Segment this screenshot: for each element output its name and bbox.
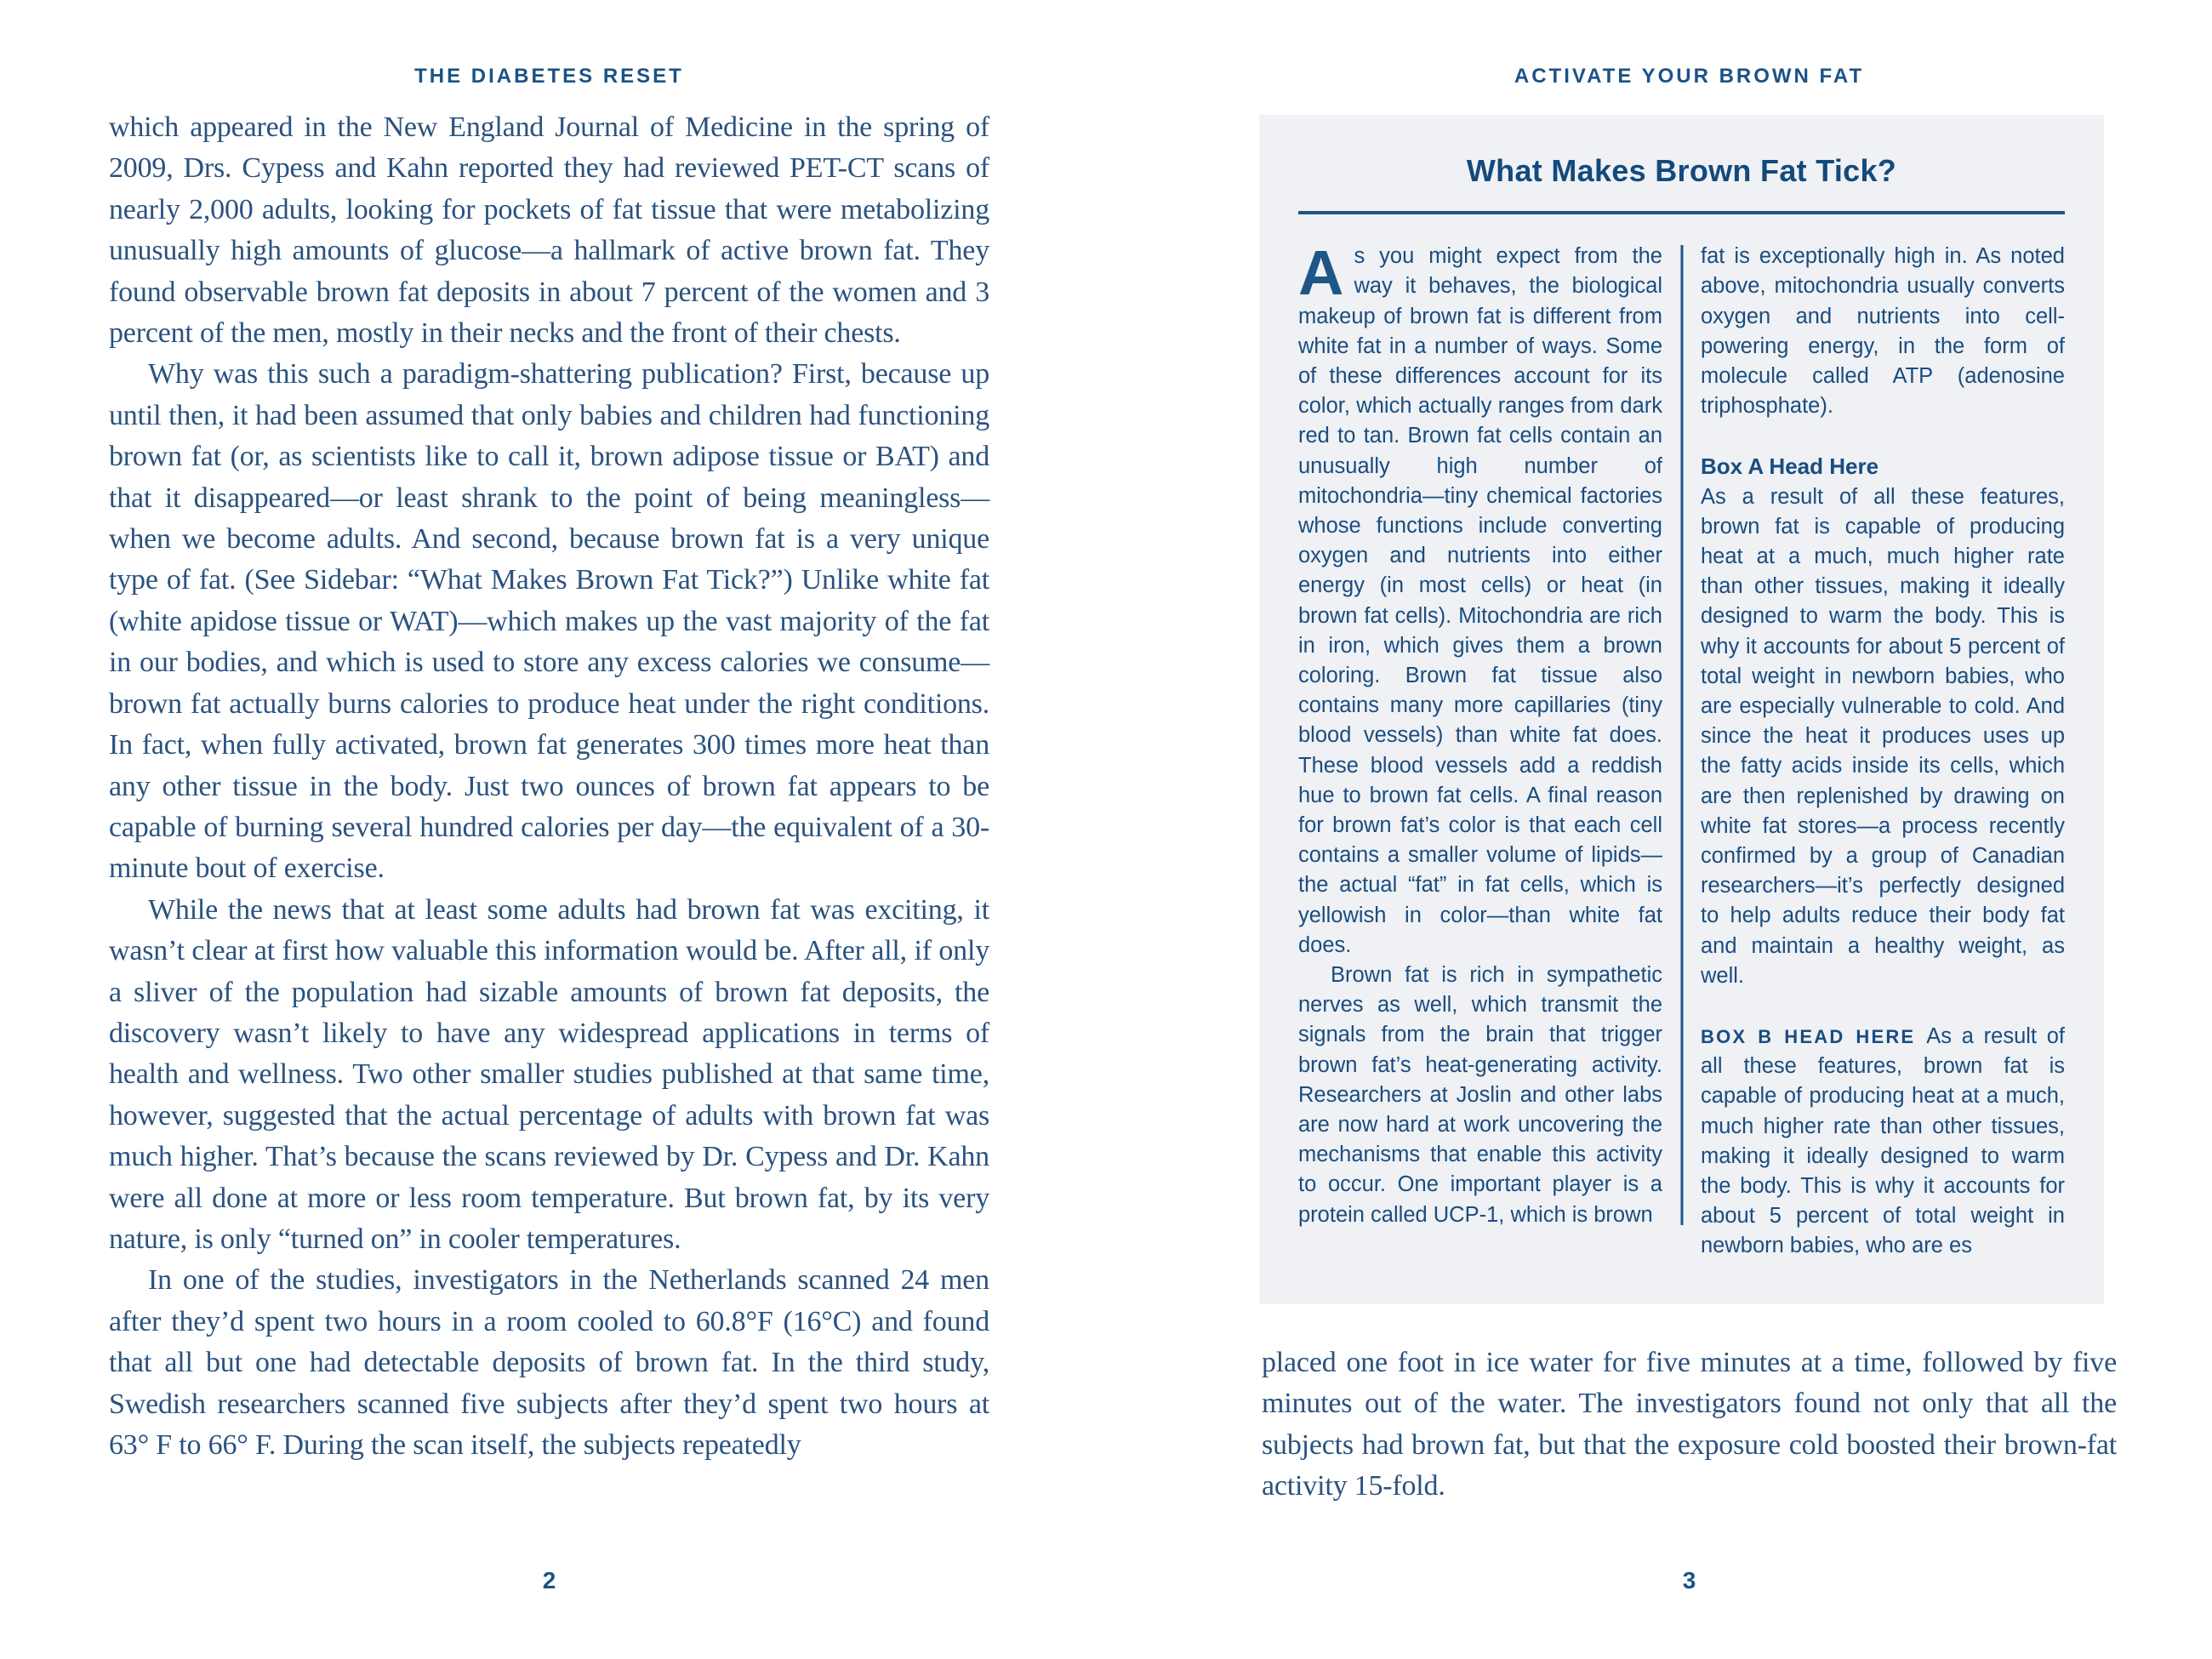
- sidebar-box: [1259, 115, 2104, 1304]
- sidebar-paragraph: BOX B HEAD HERE As a result of all these features, brown fat is capable of producing heat at a much, much higher rate than other tissues, making it ideally designed to warm the body. This is why it accounts for about 5 percent of total weight in newborn babies, who are es: [1701, 1024, 2065, 1258]
- sidebar-title: What Makes Brown Fat Tick?: [1466, 153, 1897, 188]
- running-head-right: ACTIVATE YOUR BROWN FAT: [1514, 65, 1865, 88]
- body-paragraph: which appeared in the New England Journal of Medicine in the spring of 2009, Drs. Cypess and Kahn reported they had reviewed PET-CT scans of nearly 2,000 adults, looking for pockets of fat tissue that were metabolizing unusually high amounts of glucose—a hallmark of active brown fat. They found observable brown fat deposits in about 7 percent of the women and 3 percent of the men, mostly in their necks and the front of their chests.: [109, 111, 989, 350]
- sidebar-intro-text: s you might expect from the way it behaves, the biological makeup of brown fat is different from white fat in a number of ways. Some of these differences account for its color, which actually ranges from dark red to tan. Brown fat cells contain an unusually high number of mitochondria—tiny chemical factories whose functions include converting oxygen and nutrients into either energy (in most cells) or heat (in brown fat cells). Mitochondria are rich in iron, which gives them a brown coloring. Brown fat tissue also contains many more capillaries (tiny blood vessels) than white fat does. These blood vessels add a reddish hue to brown fat cells. A final reason for brown fat’s color is that each cell contains a smaller volume of lipids—the actual “fat” in fat cells, which is yellowish in color—than white fat does.: [1298, 244, 1662, 957]
- sidebar-column-left: [1298, 237, 1662, 1262]
- sidebar-column-right: [1701, 242, 2065, 1262]
- sidebar-paragraph: As a result of all these features, brown fat is capable of producing heat at a much, much higher rate than other tissues, making it ideally designed to warm the body. This is why it accounts for about 5 percent of total weight in newborn babies, who are especially vulnerable to cold. And since the heat it produces uses up the fatty acids inside its cells, which are then replenished by drawing on white fat stores—a process recently confirmed by a group of Canadian researchers—it’s perfectly designed to help adults reduce their body fat and maintain a healthy weight, as well.: [1701, 484, 2065, 988]
- right-page-body-text: [1262, 1343, 2117, 1508]
- body-paragraph: Why was this such a paradigm-shattering publication? First, because up until then, it had been assumed that only babies and children had functioning brown fat (or, as scientists like to call it, brown adipose tissue or BAT) and that it disappeared—or least shrank to the point of being meaningless—when we become adults. And second, because brown fat is a very unique type of fat. (See Sidebar: “What Makes Brown Fat Tick?”) Unlike white fat (white apidose tissue or WAT)—which makes up the vast majority of the fat in our bodies, and which is used to store any excess calories we consume—brown fat actually burns calories to produce heat under the right conditions. In fact, when fully activated, brown fat generates 300 times more heat than any other tissue in the body. Just two ounces of brown fat appears to be capable of burning several hundred calories per day—the equivalent of a 30-minute bout of exercise.: [109, 358, 989, 885]
- sidebar-intro-paragraph: [1298, 237, 1662, 961]
- drop-cap-letter: A: [1298, 237, 1344, 309]
- sidebar-paragraph: Brown fat is rich in sympathetic nerves as well, which transmit the signals from the brain that trigger brown fat’s heat-generating activity. Researchers at Joslin and other labs are now hard at work uncovering the mechanisms that enable this activity to occur. One important player is a protein called UCP-1, which is brown: [1298, 963, 1662, 1227]
- sidebar-paragraph: Box A Head Here: [1701, 453, 1879, 480]
- body-paragraph: placed one foot in ice water for five minutes at a time, followed by five minutes out of the water. The investigators found not only that all the subjects had brown fat, but that the exposure cold boosted their brown-fat activity 15-fold.: [1262, 1347, 2117, 1502]
- body-paragraph: While the news that at least some adults had brown fat was exciting, it wasn’t clear at first how valuable this information would be. After all, if only a sliver of the population had sizable amounts of brown fat deposits, the discovery wasn’t likely to have any widespread applications in terms of health and wellness. Two other smaller studies published at that same time, however, suggested that the actual percentage of adults with brown fat was much higher. That’s because the scans reviewed by Dr. Cypess and Dr. Kahn were all done at more or less room temperature. But brown fat, by its very nature, is only “turned on” in cooler temperatures.: [109, 893, 989, 1255]
- left-page-body-text: [109, 107, 989, 1466]
- running-head-left: THE DIABETES RESET: [414, 65, 684, 88]
- column-divider-line: [1680, 245, 1683, 1225]
- sidebar-columns: [1298, 237, 2065, 1262]
- body-paragraph: In one of the studies, investigators in the Netherlands scanned 24 men after they’d spent two hours in a room cooled to 60.8°F (16°C) and found that all but one had detectable deposits of brown fat. In the third study, Swedish researchers scanned five subjects after they’d spent two hours at 63° F to 66° F. During the scan itself, the subjects repeatedly: [109, 1264, 989, 1461]
- sidebar-title-rule: [1298, 211, 2065, 214]
- sidebar-paragraph: fat is exceptionally high in. As noted above, mitochondria usually converts oxygen and nutrients into cell-powering energy, in the form of molecule called ATP (adenosine triphosphate).: [1701, 244, 2065, 419]
- run-in-heading: BOX B HEAD HERE: [1701, 1026, 1927, 1048]
- page-number-left: 2: [542, 1567, 556, 1593]
- page-number-right: 3: [1682, 1567, 1696, 1593]
